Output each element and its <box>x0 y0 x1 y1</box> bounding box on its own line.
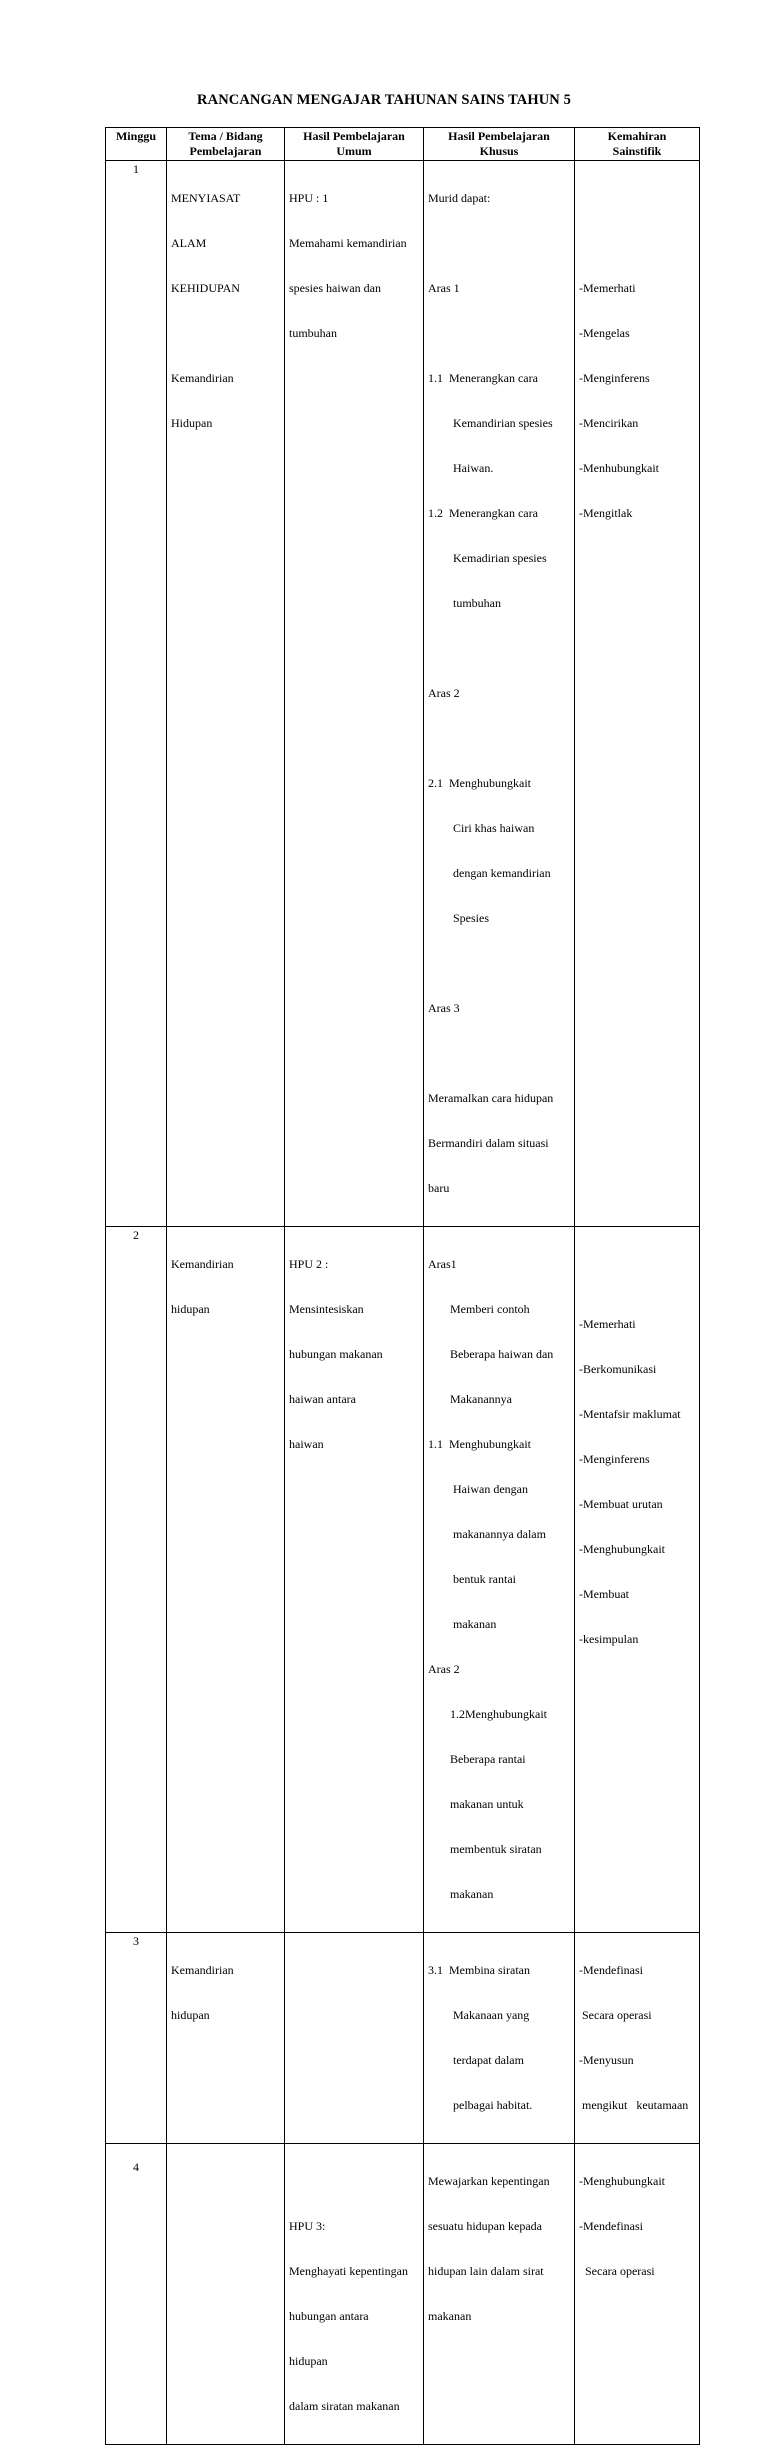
hpu-cell: HPU : 1 Memahami kemandirian spesies haiwan dan tumbuhan <box>285 161 424 1227</box>
header-hpu: Hasil Pembelajaran Umum <box>285 128 424 161</box>
hpk-cell: Murid dapat: Aras 1 1.1 Menerangkan cara Kemandirian spesies Haiwan. 1.2 Menerangkan cara Kemadirian spesies tumbuhan Aras 2 2.1 Menghubungkait Ciri khas haiwan dengan kemandirian Spesies Aras 3 Meramalkan cara hidupan Bermandiri dalam situasi baru <box>424 161 575 1227</box>
week-cell: 2 <box>106 1227 167 1933</box>
kemahiran-cell: -Menghubungkait -Mendefinasi Secara operasi <box>575 2144 700 2445</box>
hpk-cell: Aras1 Memberi contoh Beberapa haiwan dan Makanannya 1.1 Menghubungkait Haiwan dengan makanannya dalam bentuk rantai makanan Aras 2 1.2Menghubungkait Beberapa rantai makanan untuk membentuk siratan makanan <box>424 1227 575 1933</box>
hpu-cell: HPU 3: Menghayati kepentingan hubungan antara hidupan dalam siratan makanan <box>285 2144 424 2445</box>
week-cell: 4 <box>106 2144 167 2445</box>
tema-cell: Kemandirian hidupan <box>167 1227 285 1933</box>
table-row <box>106 1227 700 1933</box>
hpu-cell: HPU 2 : Mensintesiskan hubungan makanan haiwan antara haiwan <box>285 1227 424 1933</box>
table-row <box>106 2144 700 2445</box>
table-row <box>106 161 700 1227</box>
hpu-cell <box>285 1933 424 2144</box>
hpk-cell: Mewajarkan kepentingan sesuatu hidupan kepada hidupan lain dalam sirat makanan <box>424 2144 575 2445</box>
hpk-cell: 3.1 Membina siratan Makanaan yang terdapat dalam pelbagai habitat. <box>424 1933 575 2144</box>
lesson-plan-table <box>105 127 700 2445</box>
tema-cell: MENYIASAT ALAM KEHIDUPAN Kemandirian Hidupan <box>167 161 285 1227</box>
document-title: RANCANGAN MENGAJAR TAHUNAN SAINS TAHUN 5 <box>197 92 571 108</box>
week-cell: 3 <box>106 1933 167 2144</box>
week-cell: 1 <box>106 161 167 1227</box>
kemahiran-cell: -Memerhati -Mengelas -Menginferens -Mencirikan -Menhubungkait -Mengitlak <box>575 161 700 1227</box>
kemahiran-cell: -Memerhati -Berkomunikasi -Mentafsir maklumat -Menginferens -Membuat urutan -Menghubungkait -Membuat -kesimpulan <box>575 1227 700 1933</box>
tema-cell: Kemandirian hidupan <box>167 1933 285 2144</box>
header-kemahiran: Kemahiran Sainstifik <box>575 128 700 161</box>
tema-cell <box>167 2144 285 2445</box>
table-header-row <box>106 128 700 161</box>
table-row <box>106 1933 700 2144</box>
header-hpk: Hasil Pembelajaran Khusus <box>424 128 575 161</box>
header-tema: Tema / Bidang Pembelajaran <box>167 128 285 161</box>
kemahiran-cell: -Mendefinasi Secara operasi -Menyusun mengikut keutamaan <box>575 1933 700 2144</box>
header-minggu: Minggu <box>106 128 167 161</box>
